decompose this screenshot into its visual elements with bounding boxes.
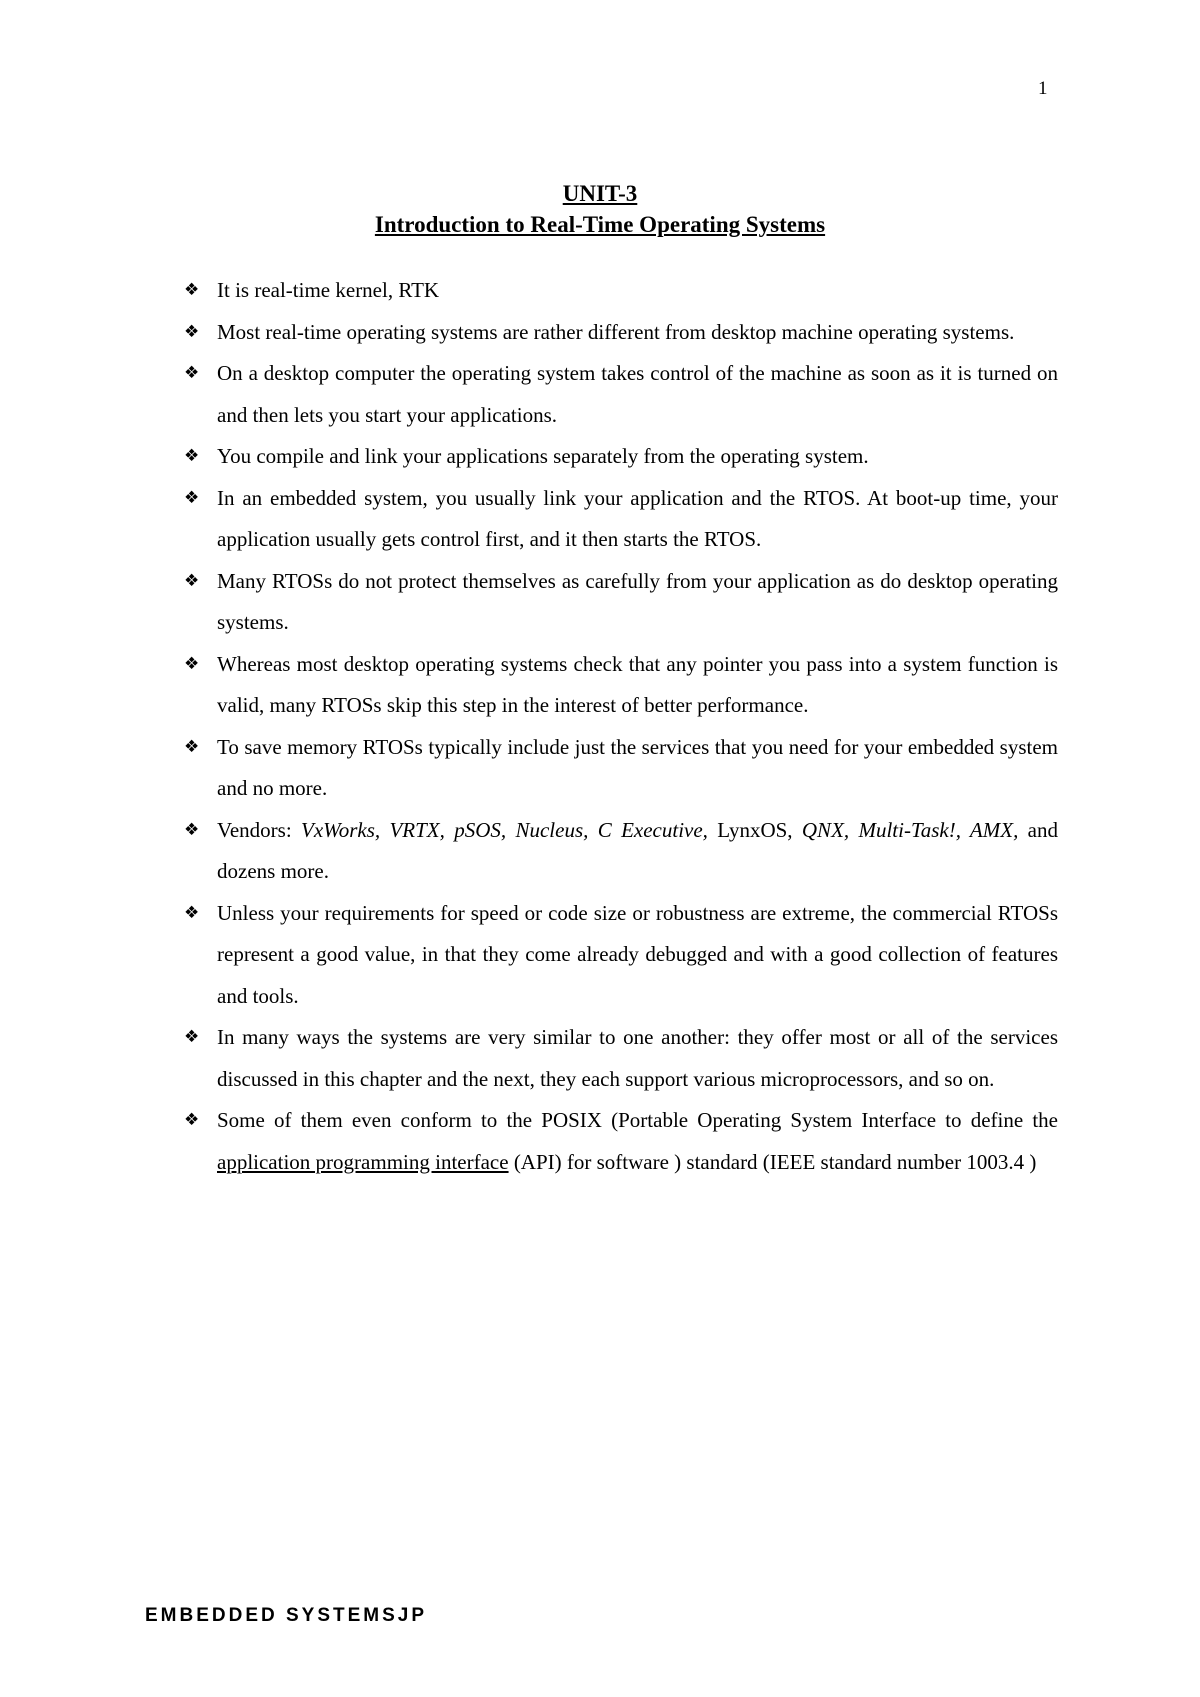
list-item-text: Whereas most desktop operating systems check that any pointer you pass into a system function is valid, many RTOSs skip this step in the interest of better performance. bbox=[217, 651, 1058, 717]
page-number: 1 bbox=[1038, 78, 1048, 99]
vendors-label: Vendors: bbox=[217, 817, 301, 842]
footer-title: EMBEDDED SYSTEMSJP bbox=[145, 1605, 428, 1626]
diamond-bullet-icon: ❖ bbox=[184, 321, 200, 342]
list-item-text: You compile and link your applications separately from the operating system. bbox=[217, 444, 869, 468]
diamond-bullet-icon: ❖ bbox=[184, 902, 200, 923]
posix-text-before: Some of them even conform to the POSIX (Portable Operating System Interface to define the bbox=[217, 1108, 1058, 1132]
title-block bbox=[0, 178, 1200, 240]
diamond-bullet-icon: ❖ bbox=[184, 736, 200, 757]
list-item-text: Most real-time operating systems are rather different from desktop machine operating systems. bbox=[217, 319, 1015, 344]
list-item-text: It is real-time kernel, RTK bbox=[217, 278, 440, 302]
list-item bbox=[184, 644, 1058, 727]
page-title: Introduction to Real-Time Operating Systems bbox=[374, 212, 826, 237]
list-item-text: Unless your requirements for speed or code size or robustness are extreme, the commercial RTOSs represent a good value, in that they come already debugged and with a good collection of features and tools. bbox=[217, 900, 1058, 1008]
vendors-plain-1: LynxOS, bbox=[707, 817, 802, 842]
vendors-italic-list-2: QNX, Multi-Task!, AMX, bbox=[801, 817, 1019, 842]
list-item bbox=[184, 1017, 1058, 1100]
diamond-bullet-icon: ❖ bbox=[184, 1110, 200, 1130]
list-item-text: On a desktop computer the operating system takes control of the machine as soon as it is turned on and then lets you start your applications. bbox=[217, 361, 1058, 427]
diamond-bullet-icon: ❖ bbox=[184, 819, 200, 840]
vendors-plain-2: and dozens more. bbox=[217, 817, 1058, 883]
diamond-bullet-icon: ❖ bbox=[184, 446, 200, 466]
vendors-italic-list-1: VxWorks, VRTX, pSOS, Nucleus, C Executive, bbox=[301, 817, 708, 842]
list-item bbox=[184, 270, 1058, 312]
bullet-list bbox=[184, 270, 1058, 1183]
list-item-vendors bbox=[184, 810, 1058, 893]
diamond-bullet-icon: ❖ bbox=[184, 280, 200, 300]
api-link[interactable]: application programming interface bbox=[217, 1149, 509, 1174]
list-item bbox=[184, 353, 1058, 436]
list-item bbox=[184, 561, 1058, 644]
diamond-bullet-icon: ❖ bbox=[184, 363, 200, 383]
list-item-text: To save memory RTOSs typically include just the services that you need for your embedded system and no more. bbox=[217, 734, 1058, 800]
list-item bbox=[184, 478, 1058, 561]
list-item bbox=[184, 893, 1058, 1018]
list-item bbox=[184, 436, 1058, 478]
diamond-bullet-icon: ❖ bbox=[184, 653, 200, 674]
diamond-bullet-icon: ❖ bbox=[184, 487, 200, 508]
list-item-text: Many RTOSs do not protect themselves as carefully from your application as do desktop operating systems. bbox=[217, 568, 1058, 634]
list-item bbox=[184, 312, 1058, 354]
list-item-text: In an embedded system, you usually link your application and the RTOS. At boot-up time, your application usually gets control first, and it then starts the RTOS. bbox=[217, 485, 1058, 551]
diamond-bullet-icon: ❖ bbox=[184, 1027, 200, 1047]
unit-title: UNIT-3 bbox=[562, 181, 638, 206]
list-item-posix bbox=[184, 1100, 1058, 1183]
list-item bbox=[184, 727, 1058, 810]
diamond-bullet-icon: ❖ bbox=[184, 570, 200, 591]
posix-text-after: (API) for software ) standard (IEEE standard number 1003.4 ) bbox=[508, 1149, 1037, 1174]
list-item-text: In many ways the systems are very similar to one another: they offer most or all of the services discussed in this chapter and the next, they each support various microprocessors, and so on. bbox=[217, 1025, 1058, 1091]
